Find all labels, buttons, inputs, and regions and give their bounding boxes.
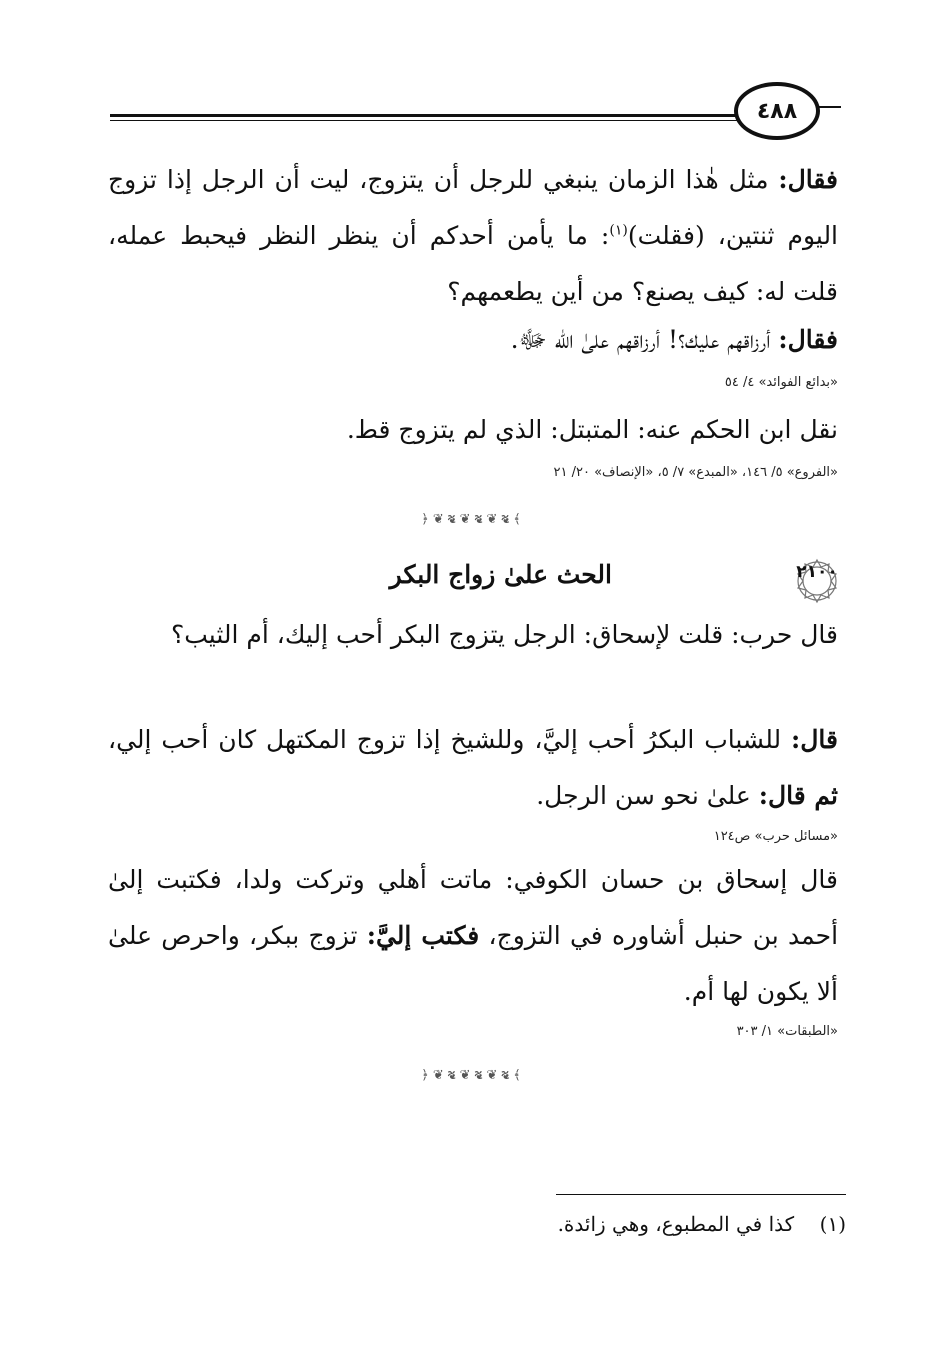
paragraph-5 [108,712,838,824]
speaker-label: قال: [791,725,838,754]
source-citation: «مسائل حرب» ص١٢٤ [713,829,838,844]
paragraph-text: تزوج ببكر، واحرص علىٰ ألا يكون لها أم. [108,921,838,1006]
speaker-label: فقال: [778,165,838,194]
header-rule-thin [110,120,742,121]
header-rule [110,114,742,117]
paragraph-6 [108,852,838,1020]
paragraph-2 [108,312,838,368]
paragraph-text: نقل ابن الحكم عنه: المتبتل: الذي لم يتزوج قط. [346,415,838,444]
paragraph-text: قال إسحاق بن حسان الكوفي: ماتت أهلي وتركت ولدا، فكتبت إلىٰ أحمد بن حنبل أشاوره في التزوج، [108,865,839,950]
page-number-badge [734,82,820,140]
source-citation: «بدائع الفوائد» ٤/ ٥٤ [724,375,838,390]
paragraph-4 [108,607,838,663]
section-title: الحث علىٰ زواج البكر [389,560,612,589]
page-number: ٤٨٨ [756,98,798,124]
speaker-label: فقال: [778,325,838,354]
footnote-reference: (١) [609,222,628,239]
paragraph-3 [108,402,838,458]
source-citation: «الطبقات» ١/ ٣٠٣ [736,1024,838,1039]
paragraph-text: أرزاقهم عليك؟! أرزاقهم علىٰ الله ﷻ. [510,325,779,354]
footnote-marker: (١) [819,1212,846,1236]
footnote-separator [556,1194,846,1195]
speaker-label: ثم قال: [758,781,838,810]
footnote [558,1212,846,1236]
paragraph-text: علىٰ نحو سن الرجل. [536,781,759,810]
paragraph-text: : ما يأمن أحدكم أن ينظر النظر فيحبط عمله، قلت له: كيف يصنع؟ من أين يطعمهم؟ [108,221,838,306]
paragraph-text: مثل هٰذا الزمان ينبغي للرجل أن يتزوج، ليت أن الرجل إذا تزوج اليوم ثنتين، (فقلت) [108,165,839,250]
section-number: ٢١٠٠ [796,562,838,582]
paragraph-text: قال حرب: قلت لإسحاق: الرجل يتزوج البكر أحب إليك، أم الثيب؟ [170,620,838,649]
source-citation: «الفروع» ٥/ ١٤٦، «المبدع» ٧/ ٥، «الإنصاف» ٢٠/ ٢١ [553,465,838,480]
paragraph-1 [108,152,838,320]
section-divider-ornament: ﴾ ❧ ❦ ❧ ❦ ❧ ❦ ﴿ [421,1068,521,1083]
speaker-label: فكتب إليَّ: [366,921,480,950]
paragraph-text: للشباب البكرُ أحب إليَّ، وللشيخ إذا تزوج المكتهل كان أحب إلي، [108,725,792,754]
footnote-text: كذا في المطبوع، وهي زائدة. [557,1212,795,1236]
section-divider-ornament: ﴾ ❧ ❦ ❧ ❦ ❧ ❦ ﴿ [421,512,521,527]
